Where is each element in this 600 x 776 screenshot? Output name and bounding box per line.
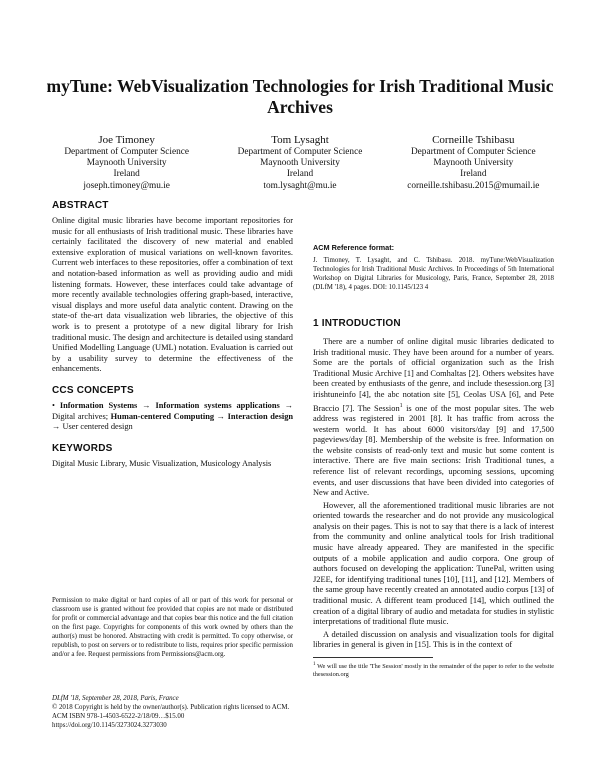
ccs-concept: Digital archives; <box>52 411 109 421</box>
author-1 <box>40 133 213 192</box>
abstract-heading: ABSTRACT <box>52 200 109 211</box>
intro-paragraph-1 <box>313 337 554 499</box>
footnote-marker: 1 <box>399 402 403 409</box>
ccs-concept: Information Systems <box>59 400 138 410</box>
author-univ: Maynooth University <box>86 158 167 169</box>
keywords-heading: KEYWORDS <box>52 442 113 454</box>
ccs-arrow: → <box>284 400 294 410</box>
ccs-concept: Human-centered Computing <box>110 411 215 421</box>
publication-meta <box>52 694 293 730</box>
author-3 <box>387 133 560 192</box>
author-dept: Department of Computer Science <box>237 147 363 157</box>
right-column <box>313 243 554 679</box>
author-email[interactable]: corneille.tshibasu.2015@mumail.ie <box>407 180 540 191</box>
ccs-arrow: → <box>52 422 61 432</box>
author-2 <box>213 133 386 192</box>
acm-reference-heading: ACM Reference format: <box>313 243 395 252</box>
intro-paragraph-2: However, all the aforementioned traditional music libraries are not oriented towards the researcher and do not provide any musicological analysis on their pages. This is not to say that there is a lack of interest from the community and online analytical tools for Irish traditional music have already appeared. They are manifested in the specific outputs of a mobile application and audio corpora. One group of authors focused on developing the application: TunePal, written using J2EE, for identifying traditional tunes [10], [11], and [12]. Members of the same group have recently created an annotated audio corpus [13] of traditional music. A different team produced [14], which outlined the creation of a digital library of audio and metadata for studies in stylistic interpretations of traditional flute music. <box>313 500 554 627</box>
keywords-text: Digital Music Library, Music Visualization, Musicology Analysis <box>52 458 272 468</box>
copyright-line: © 2018 Copyright is held by the owner/author(s). Publication rights licensed to ACM. <box>52 704 290 711</box>
author-country: Ireland <box>286 169 314 180</box>
intro-text: There are a number of online digital music libraries dedicated to Irish traditional music. They have been around for a number of years. Some are the portals of official organization such as the Irish Traditional Music Archive [1] and Comhaltas [2]. Others websites have been created by enthusiasts of the genre, and include thesession.org [3] irishtuneinfo [4], the abc notation site [5], Ceolas USA [6], and Pete Braccio [7]. The Session <box>313 337 554 413</box>
author-email[interactable]: joseph.timoney@mu.ie <box>83 180 170 191</box>
intro-paragraph-3: A detailed discussion on analysis and visualization tools for digital libraries in general is given in [15]. This is in the context of <box>313 629 554 650</box>
ccs-concept: Interaction design <box>227 411 294 421</box>
conference-line: DLfM '18, September 28, 2018, Paris, France <box>52 695 179 702</box>
author-name: Tom Lysaght <box>271 134 329 146</box>
left-column <box>52 200 293 469</box>
author-country: Ireland <box>113 169 140 180</box>
isbn-line: ACM ISBN 978-1-4503-6522-2/18/09…$15.00 <box>52 713 185 720</box>
acm-reference-text: J. Timoney, T. Lysaght, and C. Tshibasu. 2018. myTune:WebVisualization Technologies for Irish Traditional Music Archives. In Proceedings of 5th International Workshop on Digital Libraries for Musicology, Paris, France, September 28, 2018 (DLfM '18), 4 pages. DOI: 10.1145/123 4 <box>313 257 554 291</box>
author-name: Joe Timoney <box>98 134 155 146</box>
footnote <box>313 661 554 679</box>
doi-link[interactable]: https://doi.org/10.1145/3273024.3273030 <box>52 722 167 729</box>
author-univ: Maynooth University <box>433 158 514 169</box>
paper-title: myTune: WebVisualization Technologies for Irish Traditional Music Archives <box>46 76 554 117</box>
footnote-text: We will use the title 'The Session' mostly in the remainder of the paper to refer to the website thesession.org <box>313 663 554 679</box>
ccs-concept: User centered design <box>62 422 133 432</box>
intro-text: is one of the most popular sites. The web address was registered in 2001 [8]. It has traffic from across the western world. It has about 6000 visitors/day [9] and 17,500 pageviews/day [8]. Membership of the website is free. Information on the website consists of read-only text and music but some content is interactive. There are five main sections: Irish Traditional tunes, a reference list of relevant recordings, upcoming sessions, upcoming events, and user discussions that have been divided into categories of New and Active. <box>313 403 554 498</box>
ccs-arrow: → <box>216 411 226 421</box>
author-name: Corneille Tshibasu <box>432 134 515 146</box>
footnote-number: 1 <box>313 662 316 668</box>
permission-text: Permission to make digital or hard copies of all or part of this work for personal or classroom use is granted without fee provided that copies are not made or distributed for profit or commercial advantage and that copies bear this notice and the full citation on the first page. Copyrights for components of this work owned by others than the author(s) must be honored. Abstracting with credit is permitted. To copy otherwise, or republish, to post on servers or to redistribute to lists, requires prior specific permission and/or a fee. Request permissions from Permissions@acm.org. <box>52 597 293 658</box>
ccs-text <box>52 401 293 433</box>
author-dept: Department of Computer Science <box>410 147 536 157</box>
footnote-divider <box>313 657 433 658</box>
author-country: Ireland <box>460 169 487 180</box>
ccs-bullet: • <box>52 400 55 410</box>
abstract-text: Online digital music libraries have become important repositories for music for all enthusiasts of Irish traditional music. These libraries have certainly facilitated the discovery of new material and enabled extensive exploration of musical variations on well-known favorites. Current web interfaces to these repositories, offer a combination of text and notation-based information as well as providing audio and midi listening formats. However, these interfaces could take advantage of more recently available technologies offering graph-based, interactive, visual displays and more useful data analytic content. Drawing on the state-of the-art data visualization web libraries, the objective of this work is to present a prototype of a new digital library for Irish traditional music. The design and architecture is detailed using standard Unified Modelling Language (UML) notation. Evaluation is carried out by a usability survey to determine the effectiveness of the enhancements. <box>52 216 293 374</box>
ccs-concept: Information systems applications <box>155 400 280 410</box>
ccs-heading: CCS CONCEPTS <box>52 384 134 396</box>
author-dept: Department of Computer Science <box>64 147 190 157</box>
author-block <box>40 133 560 192</box>
author-email[interactable]: tom.lysaght@mu.ie <box>263 180 337 191</box>
permission-block <box>52 596 293 659</box>
introduction-heading: 1 INTRODUCTION <box>313 318 401 329</box>
ccs-arrow: → <box>142 400 151 410</box>
author-univ: Maynooth University <box>260 158 340 169</box>
